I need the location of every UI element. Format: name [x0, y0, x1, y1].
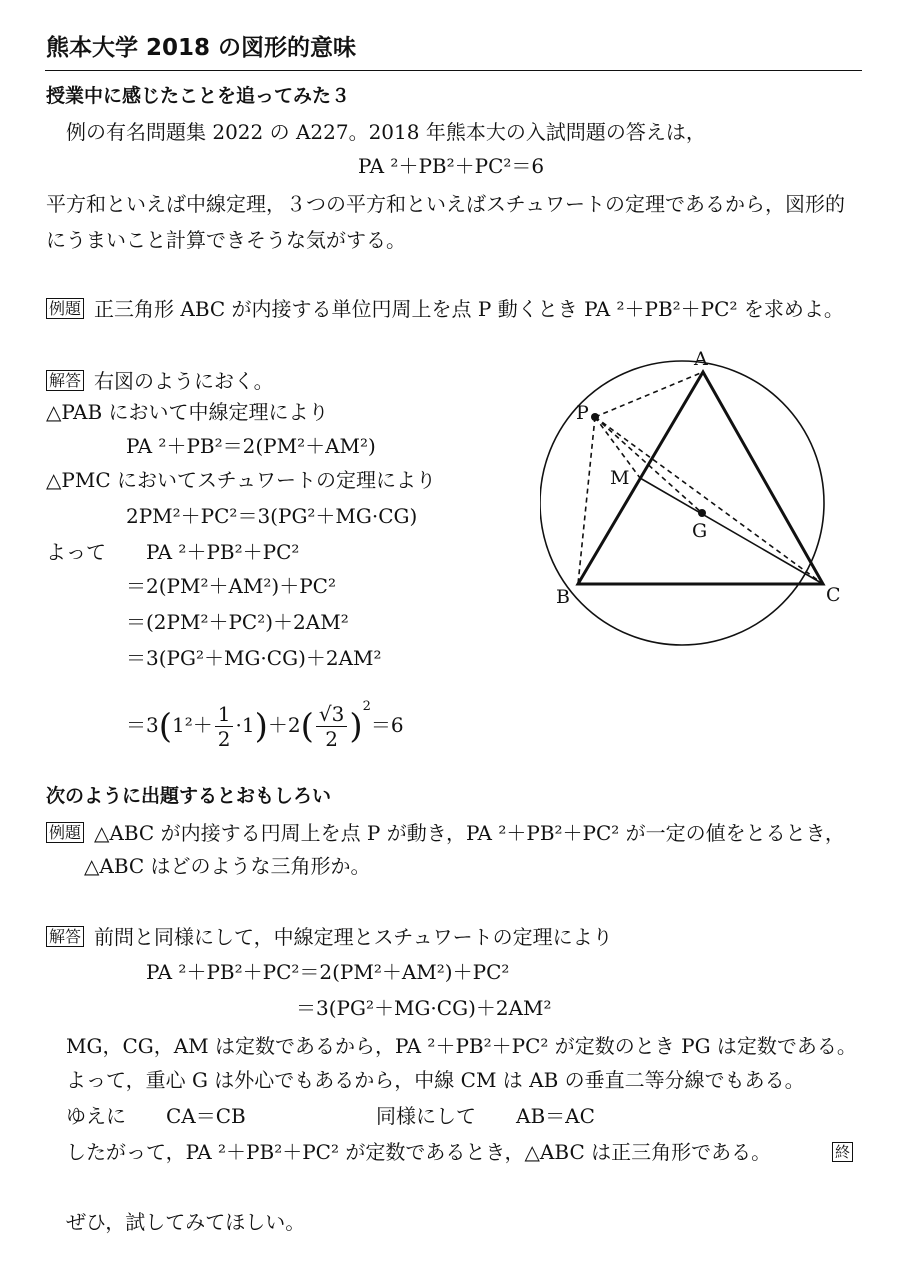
- eq7-half-fraction: [215, 703, 234, 750]
- end-mark: 終: [832, 1142, 853, 1162]
- solution2-intro: [46, 926, 613, 947]
- segment-pc: [595, 417, 823, 584]
- eq7-one-sq: 1²＋: [172, 713, 213, 737]
- eq7-half-den: 2: [217, 727, 231, 751]
- label-a: A: [694, 348, 708, 370]
- example1-tag: 例題: [46, 298, 84, 319]
- circle-triangle-figure: [540, 345, 870, 655]
- eq7-square: 2: [362, 699, 371, 714]
- example1: [46, 298, 844, 319]
- eq7-result: ＝6: [370, 713, 404, 737]
- example2-line2: △ABC はどのような三角形か。: [84, 854, 371, 878]
- example1-text: 正三角形 ABC が内接する単位円周上を点 P 動くとき PA ²＋PB²＋PC² を求めよ。: [94, 297, 844, 321]
- solution2-eqA: PA ²＋PB²＋PC²＝2(PM²＋AM²)＋PC²: [146, 960, 510, 984]
- example2-tag: 例題: [46, 822, 84, 843]
- solution1-eq1: PA ²＋PB²＝2(PM²＋AM²): [126, 434, 376, 458]
- solution2-line1: MG，CG，AM は定数であるから，PA ²＋PB²＋PC² が定数のとき PG は定数である。: [66, 1034, 857, 1058]
- solution2-eqB: ＝3(PG²＋MG·CG)＋2AM²: [296, 996, 552, 1020]
- label-m: M: [610, 467, 630, 489]
- solution1-tag: 解答: [46, 370, 84, 391]
- title-rule: [45, 70, 862, 71]
- section2-heading: 次のように出題するとおもしろい: [46, 785, 332, 807]
- eq7-plus-two: ＋2: [267, 713, 301, 737]
- label-b: B: [556, 586, 570, 608]
- solution1-eq3: PA ²＋PB²＋PC²: [146, 540, 300, 564]
- eq7-sqrt3: √3: [316, 703, 347, 727]
- segment-pa: [595, 372, 703, 417]
- eq7-den2: 2: [325, 727, 338, 751]
- solution1-line1: △PAB において中線定理により: [46, 400, 329, 424]
- page-title: 熊本大学 2018 の図形的意味: [46, 35, 357, 61]
- solution1-eq6: ＝3(PG²＋MG·CG)＋2AM²: [126, 646, 382, 670]
- eq7-rparen: ): [254, 706, 268, 747]
- solution1-line0: 右図のようにおく。: [94, 369, 274, 393]
- intro-text: 例の有名問題集 2022 の A227。2018 年熊本大の入試問題の答えは，: [66, 120, 706, 144]
- section1-heading: 授業中に感じたことを追ってみた３: [46, 85, 351, 107]
- closing-text: ぜひ，試してみてほしい。: [66, 1210, 306, 1234]
- solution1-intro: [46, 370, 274, 391]
- solution2-ca-cb: CA＝CB: [166, 1104, 246, 1128]
- label-g: G: [692, 520, 708, 542]
- para2-text: にうまいこと計算できそうな気がする。: [46, 228, 406, 252]
- eq7-rparen2: ): [349, 706, 363, 747]
- solution1-eq5: ＝(2PM²＋PC²)＋2AM²: [126, 610, 349, 634]
- median-cm: [640, 478, 823, 584]
- solution2-tag: 解答: [46, 926, 84, 947]
- solution2-yueni: ゆえに: [66, 1104, 126, 1128]
- eq7-root-fraction: [316, 703, 347, 750]
- eq7-lparen2: (: [300, 706, 314, 747]
- solution1-line2: △PMC においてスチュワートの定理により: [46, 468, 436, 492]
- solution1-yotte: よって: [46, 540, 106, 564]
- solution1-eq7: [126, 684, 404, 750]
- eq7-lparen: (: [158, 706, 172, 747]
- eq7-prefix: ＝3: [126, 713, 159, 737]
- example2: [46, 822, 845, 843]
- solution1-eq2: 2PM²＋PC²＝3(PG²＋MG·CG): [126, 504, 418, 528]
- solution2-conclusion: したがって，PA ²＋PB²＋PC² が定数であるとき，△ABC は正三角形である。: [66, 1140, 772, 1164]
- eq7-dot-one: ·1: [235, 713, 255, 737]
- point-p: [591, 413, 599, 421]
- answer-equation: PA ²＋PB²＋PC²＝6: [358, 154, 545, 178]
- solution2-ab-ac: AB＝AC: [516, 1104, 595, 1128]
- para1-text: 平方和といえば中線定理，３つの平方和といえばスチュワートの定理であるから，図形的: [46, 192, 845, 216]
- label-c: C: [826, 584, 841, 606]
- example2-line1: △ABC が内接する円周上を点 P が動き，PA ²＋PB²＋PC² が一定の値をとるとき，: [94, 821, 845, 845]
- point-g: [698, 509, 706, 517]
- label-p: P: [576, 402, 589, 424]
- solution2-line0: 前問と同様にして，中線定理とスチュワートの定理により: [94, 925, 613, 949]
- eq7-half-num: 1: [215, 703, 234, 727]
- solution2-line2: よって，重心 G は外心でもあるから，中線 CM は AB の垂直二等分線でもある。: [66, 1068, 805, 1092]
- solution2-douyou: 同様にして: [376, 1104, 476, 1128]
- solution1-eq4: ＝2(PM²＋AM²)＋PC²: [126, 574, 336, 598]
